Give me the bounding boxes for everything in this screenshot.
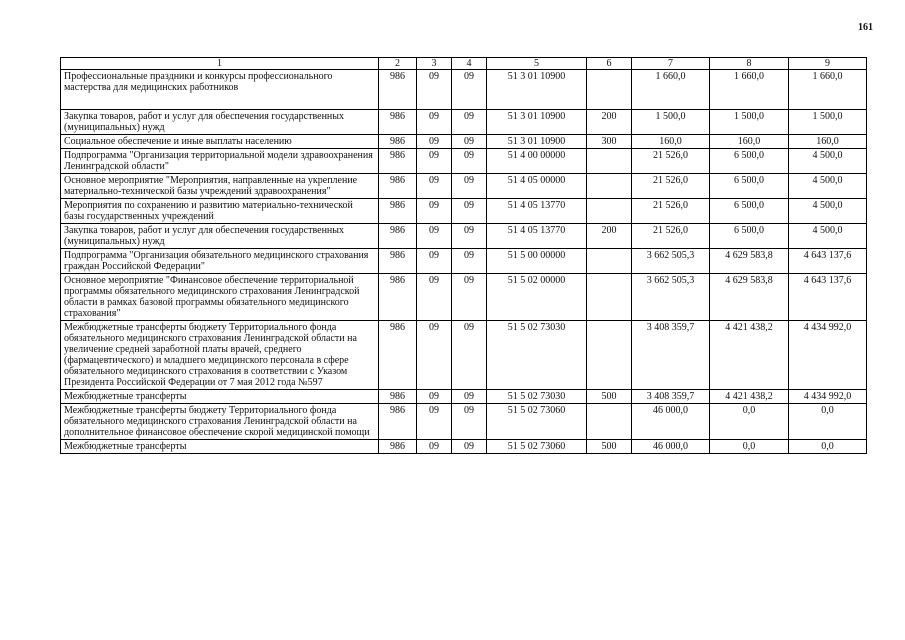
row-col6-cell: 500 <box>587 390 632 404</box>
row-col8-cell: 1 660,0 <box>710 70 789 110</box>
table-row <box>61 110 867 135</box>
row-col4-cell: 09 <box>452 70 487 110</box>
header-cell: 2 <box>379 58 417 70</box>
page-number: 161 <box>858 22 873 33</box>
row-col9-cell: 4 500,0 <box>789 199 867 224</box>
row-col3-cell: 09 <box>417 404 452 440</box>
table-row <box>61 274 867 321</box>
row-col8-cell: 160,0 <box>710 135 789 149</box>
row-col8-cell: 4 421 438,2 <box>710 390 789 404</box>
row-col2-cell: 986 <box>379 274 417 321</box>
row-col4-cell: 09 <box>452 249 487 274</box>
row-col6-cell <box>587 174 632 199</box>
row-col9-cell: 4 500,0 <box>789 224 867 249</box>
row-col5-cell: 51 5 02 73060 <box>487 440 587 454</box>
row-col7-cell: 21 526,0 <box>632 174 710 199</box>
row-col3-cell: 09 <box>417 174 452 199</box>
table-row <box>61 199 867 224</box>
row-name-cell: Социальное обеспечение и иные выплаты населению <box>61 135 379 149</box>
row-col9-cell: 4 500,0 <box>789 149 867 174</box>
row-col3-cell: 09 <box>417 135 452 149</box>
row-col5-cell: 51 3 01 10900 <box>487 135 587 149</box>
row-col5-cell: 51 5 02 73030 <box>487 390 587 404</box>
row-col7-cell: 21 526,0 <box>632 149 710 174</box>
row-col4-cell: 09 <box>452 174 487 199</box>
row-col7-cell: 46 000,0 <box>632 404 710 440</box>
table-row <box>61 440 867 454</box>
row-name-cell: Закупка товаров, работ и услуг для обеспечения государственных (муниципальных) нужд <box>61 224 379 249</box>
row-col8-cell: 0,0 <box>710 404 789 440</box>
row-col8-cell: 6 500,0 <box>710 174 789 199</box>
row-col4-cell: 09 <box>452 199 487 224</box>
row-col9-cell: 0,0 <box>789 440 867 454</box>
row-col6-cell <box>587 149 632 174</box>
row-col4-cell: 09 <box>452 274 487 321</box>
row-col3-cell: 09 <box>417 149 452 174</box>
row-name-cell: Межбюджетные трансферты <box>61 440 379 454</box>
row-col3-cell: 09 <box>417 199 452 224</box>
row-col9-cell: 1 660,0 <box>789 70 867 110</box>
row-col8-cell: 1 500,0 <box>710 110 789 135</box>
row-col9-cell: 4 434 992,0 <box>789 321 867 390</box>
row-col2-cell: 986 <box>379 70 417 110</box>
row-col2-cell: 986 <box>379 390 417 404</box>
row-col6-cell <box>587 404 632 440</box>
row-col9-cell: 4 643 137,6 <box>789 249 867 274</box>
row-col2-cell: 986 <box>379 321 417 390</box>
header-cell: 4 <box>452 58 487 70</box>
row-col7-cell: 3 408 359,7 <box>632 321 710 390</box>
row-col4-cell: 09 <box>452 149 487 174</box>
row-col8-cell: 4 629 583,8 <box>710 274 789 321</box>
row-col4-cell: 09 <box>452 440 487 454</box>
row-name-cell: Основное мероприятие "Финансовое обеспечение территориальной программы обязательного медицинского страхования Ленинградской области в рамках базовой программы обязательного медицинского страхования" <box>61 274 379 321</box>
row-col7-cell: 21 526,0 <box>632 224 710 249</box>
row-col6-cell <box>587 249 632 274</box>
row-col6-cell <box>587 321 632 390</box>
header-cell: 9 <box>789 58 867 70</box>
row-col6-cell <box>587 70 632 110</box>
row-name-cell: Основное мероприятие "Мероприятия, направленные на укрепление материально-технической базы учреждений здравоохранения" <box>61 174 379 199</box>
row-col3-cell: 09 <box>417 321 452 390</box>
row-col3-cell: 09 <box>417 70 452 110</box>
row-col8-cell: 6 500,0 <box>710 224 789 249</box>
row-col2-cell: 986 <box>379 110 417 135</box>
row-col2-cell: 986 <box>379 404 417 440</box>
row-col2-cell: 986 <box>379 149 417 174</box>
row-col5-cell: 51 4 00 00000 <box>487 149 587 174</box>
row-col5-cell: 51 4 05 13770 <box>487 224 587 249</box>
header-cell: 3 <box>417 58 452 70</box>
row-name-cell: Профессиональные праздники и конкурсы профессионального мастерства для медицинских работников <box>61 70 379 110</box>
row-col5-cell: 51 5 00 00000 <box>487 249 587 274</box>
row-col8-cell: 4 629 583,8 <box>710 249 789 274</box>
row-col4-cell: 09 <box>452 390 487 404</box>
row-col7-cell: 3 408 359,7 <box>632 390 710 404</box>
row-name-cell: Мероприятия по сохранению и развитию материально-технической базы государственных учреждений <box>61 199 379 224</box>
row-col8-cell: 4 421 438,2 <box>710 321 789 390</box>
row-col7-cell: 3 662 505,3 <box>632 274 710 321</box>
row-col3-cell: 09 <box>417 249 452 274</box>
row-col7-cell: 21 526,0 <box>632 199 710 224</box>
row-col7-cell: 46 000,0 <box>632 440 710 454</box>
row-col7-cell: 1 500,0 <box>632 110 710 135</box>
row-col9-cell: 0,0 <box>789 404 867 440</box>
table-row <box>61 149 867 174</box>
row-col9-cell: 1 500,0 <box>789 110 867 135</box>
row-col6-cell: 300 <box>587 135 632 149</box>
row-col8-cell: 0,0 <box>710 440 789 454</box>
budget-table <box>60 57 867 454</box>
row-col5-cell: 51 5 02 73060 <box>487 404 587 440</box>
row-name-cell: Закупка товаров, работ и услуг для обеспечения государственных (муниципальных) нужд <box>61 110 379 135</box>
row-col2-cell: 986 <box>379 224 417 249</box>
header-cell: 7 <box>632 58 710 70</box>
row-col4-cell: 09 <box>452 110 487 135</box>
row-col2-cell: 986 <box>379 199 417 224</box>
row-name-cell: Межбюджетные трансферты <box>61 390 379 404</box>
table-row <box>61 404 867 440</box>
header-row <box>61 58 867 70</box>
row-col6-cell: 200 <box>587 224 632 249</box>
row-col3-cell: 09 <box>417 274 452 321</box>
row-col4-cell: 09 <box>452 404 487 440</box>
row-col8-cell: 6 500,0 <box>710 199 789 224</box>
row-col9-cell: 4 434 992,0 <box>789 390 867 404</box>
table-row <box>61 390 867 404</box>
row-name-cell: Подпрограмма "Организация территориальной модели здравоохранения Ленинградской области" <box>61 149 379 174</box>
row-col5-cell: 51 5 02 73030 <box>487 321 587 390</box>
table-row <box>61 135 867 149</box>
table-row <box>61 321 867 390</box>
row-col3-cell: 09 <box>417 390 452 404</box>
row-col7-cell: 1 660,0 <box>632 70 710 110</box>
row-col3-cell: 09 <box>417 224 452 249</box>
row-col9-cell: 4 500,0 <box>789 174 867 199</box>
table-row <box>61 249 867 274</box>
header-cell: 1 <box>61 58 379 70</box>
row-col7-cell: 3 662 505,3 <box>632 249 710 274</box>
row-col3-cell: 09 <box>417 110 452 135</box>
row-col5-cell: 51 3 01 10900 <box>487 110 587 135</box>
row-col5-cell: 51 3 01 10900 <box>487 70 587 110</box>
row-col9-cell: 160,0 <box>789 135 867 149</box>
row-col6-cell: 200 <box>587 110 632 135</box>
row-col4-cell: 09 <box>452 321 487 390</box>
row-col5-cell: 51 5 02 00000 <box>487 274 587 321</box>
row-col2-cell: 986 <box>379 249 417 274</box>
row-col7-cell: 160,0 <box>632 135 710 149</box>
row-name-cell: Межбюджетные трансферты бюджету Территориального фонда обязательного медицинского страхования Ленинградской области на увеличение средней заработной платы врачей, среднего (фармацевтического) и младшего медицинского персонала в сфере обязательного медицинского страхования в соответствии с Указом Президента Российской Федерации от 7 мая 2012 года №597 <box>61 321 379 390</box>
row-col2-cell: 986 <box>379 440 417 454</box>
header-cell: 5 <box>487 58 587 70</box>
row-col8-cell: 6 500,0 <box>710 149 789 174</box>
row-name-cell: Межбюджетные трансферты бюджету Территориального фонда обязательного медицинского страхования Ленинградской области на дополнительное финансовое обеспечение скорой медицинской помощи <box>61 404 379 440</box>
row-name-cell: Подпрограмма "Организация обязательного медицинского страхования граждан Российской Федерации" <box>61 249 379 274</box>
row-col4-cell: 09 <box>452 135 487 149</box>
row-col5-cell: 51 4 05 00000 <box>487 174 587 199</box>
row-col4-cell: 09 <box>452 224 487 249</box>
row-col2-cell: 986 <box>379 135 417 149</box>
table-row <box>61 174 867 199</box>
row-col3-cell: 09 <box>417 440 452 454</box>
row-col5-cell: 51 4 05 13770 <box>487 199 587 224</box>
table-row <box>61 224 867 249</box>
row-col6-cell <box>587 274 632 321</box>
table-row <box>61 70 867 110</box>
row-col9-cell: 4 643 137,6 <box>789 274 867 321</box>
header-cell: 6 <box>587 58 632 70</box>
row-col6-cell: 500 <box>587 440 632 454</box>
header-cell: 8 <box>710 58 789 70</box>
row-col2-cell: 986 <box>379 174 417 199</box>
row-col6-cell <box>587 199 632 224</box>
